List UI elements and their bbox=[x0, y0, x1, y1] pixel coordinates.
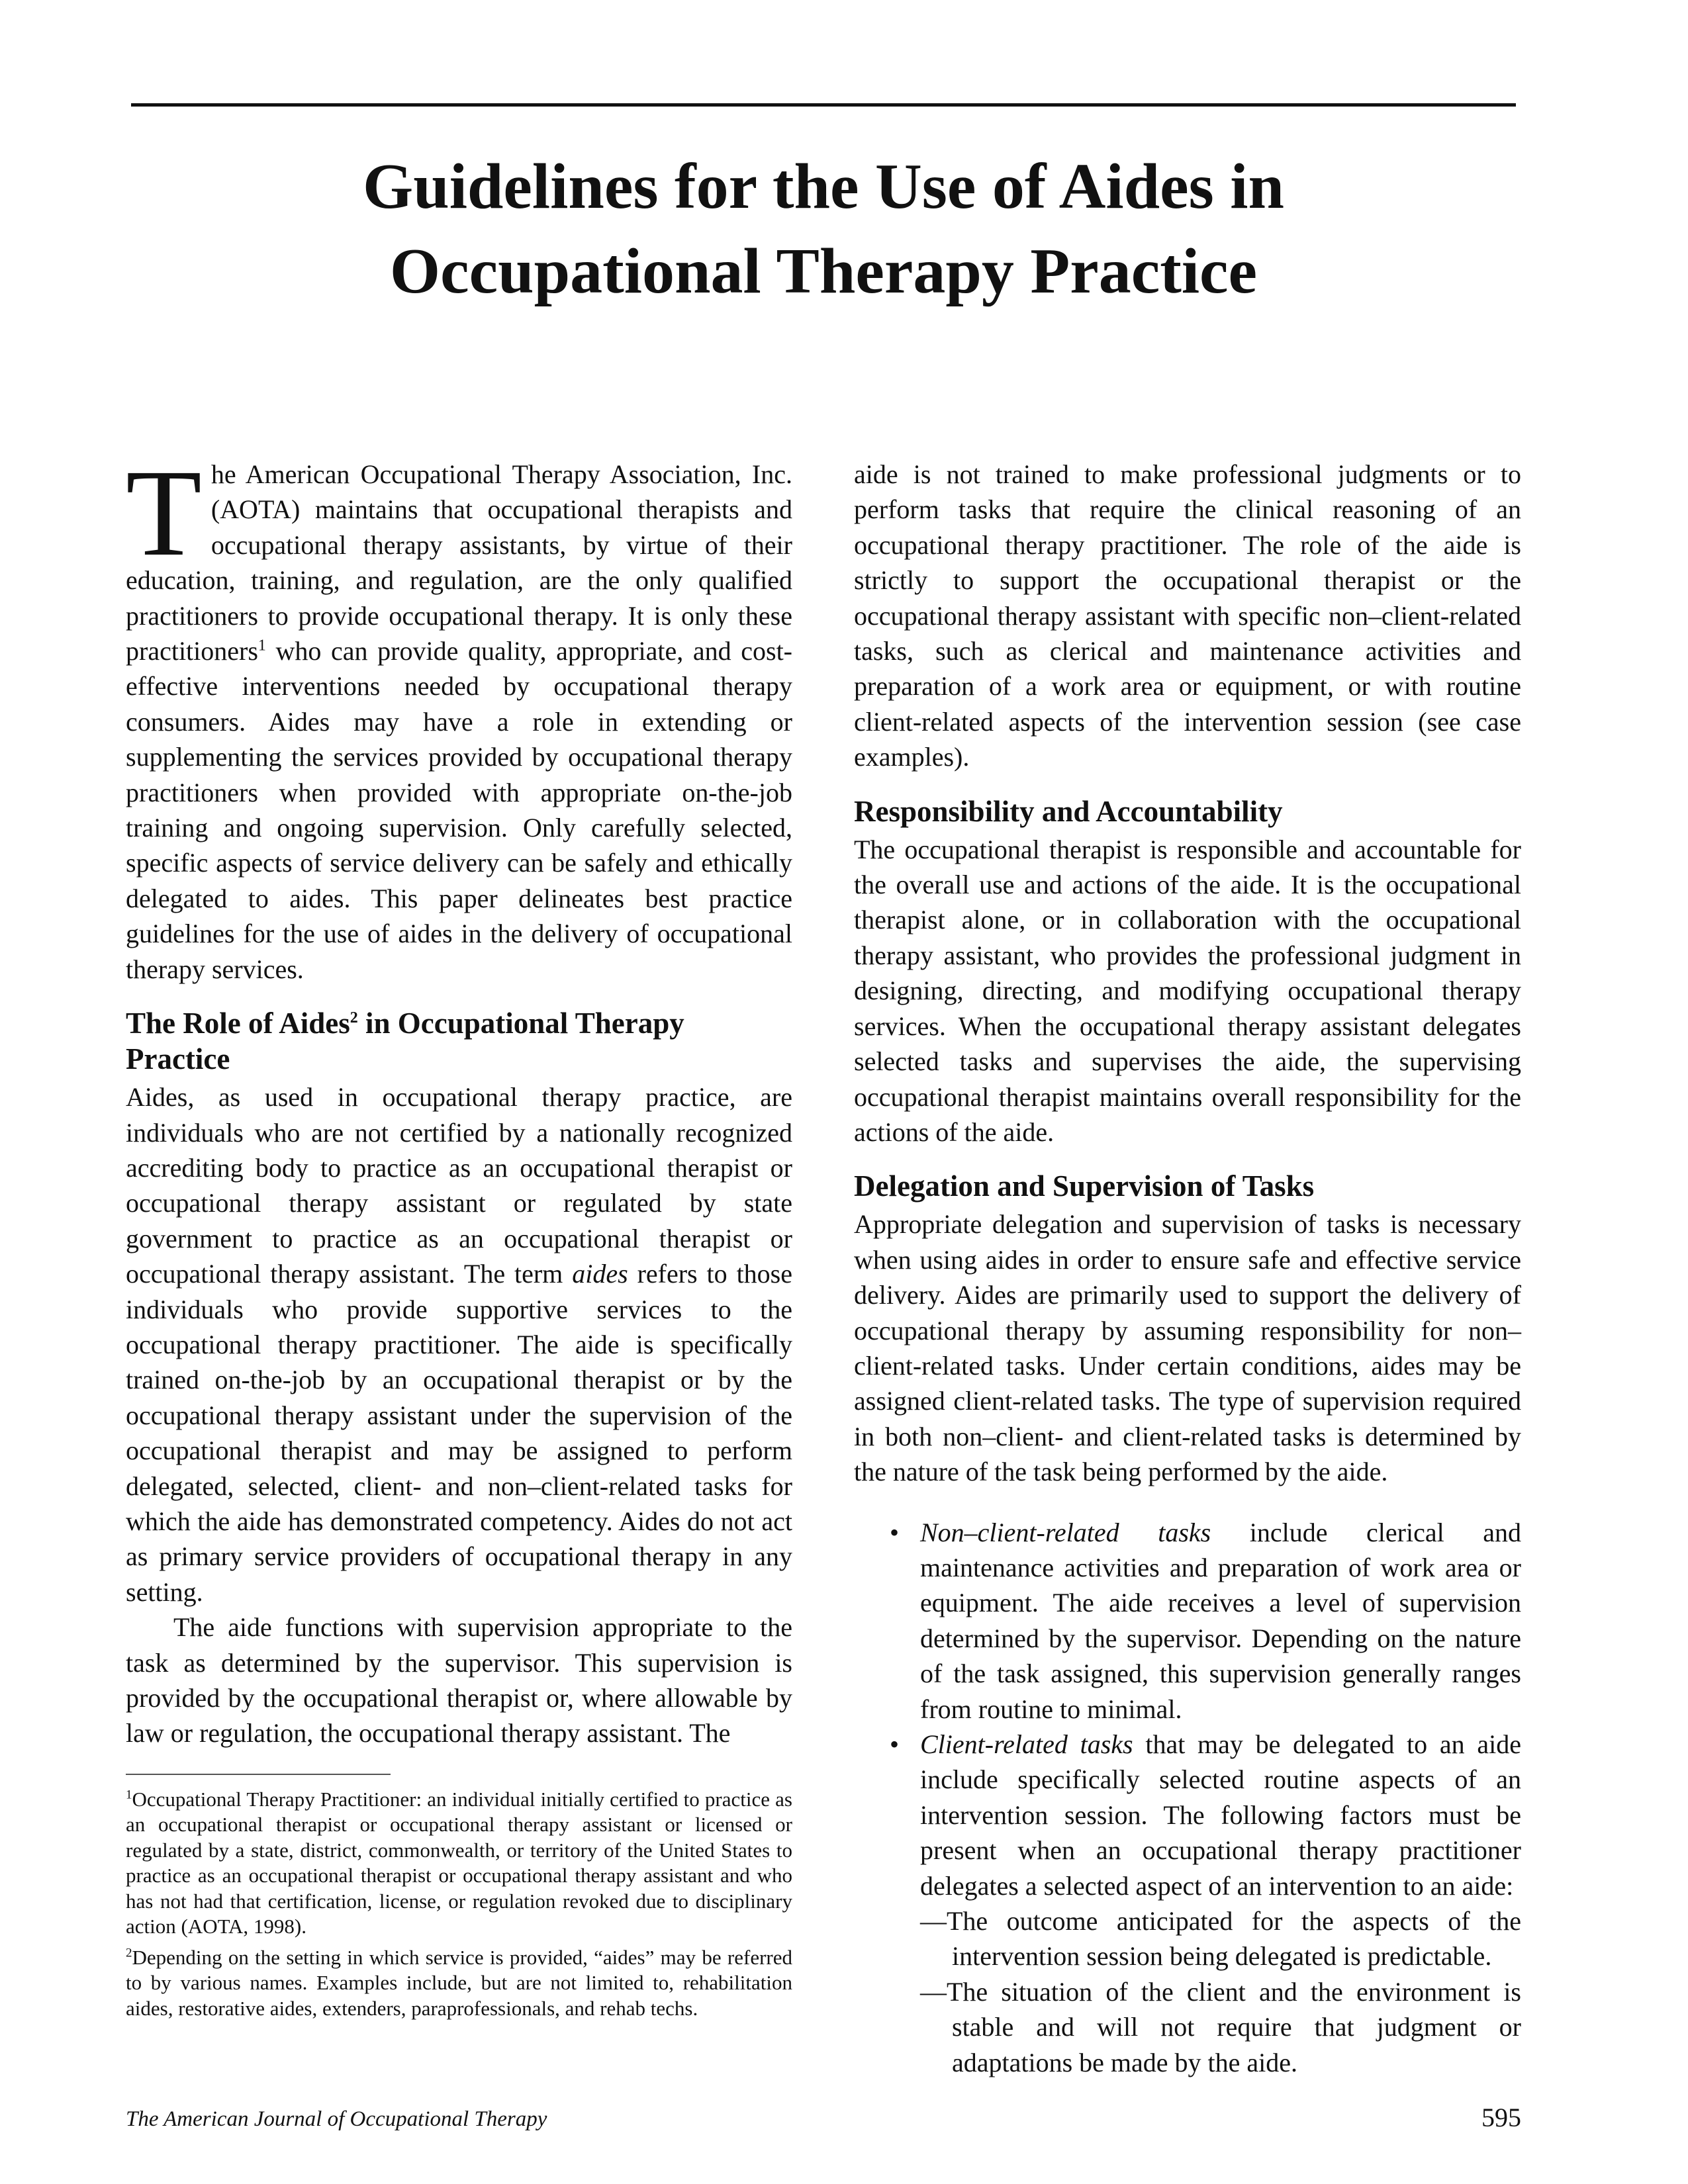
bullet-1-text: include clerical and maintenance activities and preparation of work area or equipment. The aide receives a level of supervision determined by the supervisor. Depending on the nature of the task assigned, this supervision generally ranges from routine to minimal. bbox=[920, 1517, 1521, 1724]
role-p1-emphasis: aides bbox=[572, 1259, 628, 1289]
footer-journal-name: The American Journal of Occupational Therapy bbox=[126, 2107, 547, 2131]
footnote-1-text: Occupational Therapy Practitioner: an individual initially certified to practice as an occupational therapist or occupational therapy assistant or licensed or regulated by a state, district, commonwealth, or territory of the United States to practice as an occupational therapist or occupational therapy assistant and who has not had that certification, license, or regulation revoked due to disciplinary action (AOTA, 1998). bbox=[126, 1787, 792, 1938]
dash-item-situation: —The situation of the client and the environment is stable and will not require that judgment or adaptations be made by the aide. bbox=[920, 1976, 1521, 2077]
footnote-1 bbox=[126, 1787, 792, 1940]
continuation-paragraph: aide is not trained to make professional judgments or to perform tasks that require the clinical reasoning of an occupational therapy practitioner. The role of the aide is strictly to support the occupational therapist or the occupational therapy assistant with specific non–client-related tasks, such as clerical and maintenance activities and preparation of a work area or equipment, or with routine client-related aspects of the intervention session (see case examples). bbox=[854, 459, 1521, 772]
bullet-1-emphasis: Non–client-related tasks bbox=[920, 1517, 1211, 1547]
delegation-paragraph: Appropriate delegation and supervision of tasks is necessary when using aides in order to ensure safe and effective service delivery. Aides are primarily used to support the delivery of occupational therapy by assuming responsibility for non–client-related tasks. Under certain conditions, aides may be assigned client-related tasks. The type of supervision required in both non–client- and client-related tasks is determined by the nature of the task being performed by the aide. bbox=[854, 1209, 1521, 1487]
intro-text-2: who can provide quality, appropriate, and cost-effective interventions needed by occupational therapy consumers. Aides may have a role in extending or supplementing the services provided by occupational therapy practitioners when provided with appropriate on-the-job training and ongoing supervision. Only carefully selected, specific aspects of service delivery can be safely and ethically delegated to aides. This paper delineates best practice guidelines for the use of aides in the delivery of occupational therapy services. bbox=[126, 636, 792, 984]
footnote-2-marker: 2 bbox=[126, 1946, 132, 1960]
top-rule bbox=[131, 103, 1516, 107]
footnote-ref-1: 1 bbox=[258, 637, 266, 655]
role-paragraph-2: The aide functions with supervision appropriate to the task as determined by the supervisor. This supervision is provided by the occupational therapist or, where allowable by law or regulation, the occupational therapy assistant. The bbox=[126, 1612, 792, 1749]
drop-cap: T bbox=[126, 443, 202, 582]
role-heading bbox=[126, 1005, 792, 1077]
factor-dash-list bbox=[920, 1903, 1521, 2080]
intro-text-1: he American Occupational Therapy Association, Inc. (AOTA) maintains that occupational therapists and occupational therapy assistants, by virtue of their education, training, and regulation, are the only qualified practitioners to provide occupational therapy. It is only these practitioners bbox=[126, 459, 792, 666]
responsibility-heading: Responsibility and Accountability bbox=[854, 794, 1283, 828]
bullet-non-client-tasks bbox=[920, 1515, 1521, 1727]
bullet-2-emphasis: Client-related tasks bbox=[920, 1729, 1133, 1759]
footnote-2-text: Depending on the setting in which service is provided, “aides” may be referred to by various names. Examples include, but are not limited to, rehabilitation aides, restorative aides, extenders, paraprofessionals, and rehab techs. bbox=[126, 1945, 792, 2020]
intro-paragraph bbox=[126, 443, 792, 987]
role-p1-text-1: Aides, as used in occupational therapy practice, are individuals who are not certified by a nationally recognized accrediting body to practice as an occupational therapist or occupational therapy assistant or regulated by state government to practice as an occupational therapist or occupational therapy assistant. The term bbox=[126, 1082, 792, 1289]
role-paragraph-1 bbox=[126, 1079, 792, 1610]
bullet-client-tasks bbox=[920, 1727, 1521, 2080]
right-column bbox=[854, 457, 1521, 2080]
title-line-2: Occupational Therapy Practice bbox=[389, 236, 1258, 307]
delegation-heading: Delegation and Supervision of Tasks bbox=[854, 1169, 1315, 1203]
left-column bbox=[126, 443, 792, 2026]
page-title bbox=[131, 144, 1516, 314]
footnote-rule bbox=[126, 1774, 391, 1775]
bullet-2-text: that may be delegated to an aide include specifically selected routine aspects of an intervention session. The following factors must be present when an occupational therapy practitioner delegates a selected aspect of an intervention to an aide: bbox=[920, 1729, 1521, 1901]
role-heading-text-1: The Role of Aides bbox=[126, 1007, 350, 1040]
task-bullet-list bbox=[854, 1515, 1521, 2081]
responsibility-paragraph: The occupational therapist is responsible and accountable for the overall use and actions of the aide. It is the occupational therapist alone, or in collaboration with the occupational therapy assistant, who provides the professional judgment in designing, directing, and modifying occupational therapy services. When the occupational therapy assistant delegates selected tasks and supervises the aide, the supervising occupational therapist maintains overall responsibility for the actions of the aide. bbox=[854, 834, 1521, 1147]
footnote-ref-2: 2 bbox=[350, 1009, 358, 1027]
role-p1-text-2: refers to those individuals who provide supportive services to the occupational therapy practitioner. The aide is specifically trained on-the-job by an occupational therapist or by the occupational therapy assistant under the supervision of the occupational therapist and may be assigned to perform delegated, selected, client- and non–client-related tasks for which the aide has demonstrated competency. Aides do not act as primary service providers of occupational therapy in any setting. bbox=[126, 1259, 792, 1607]
footnote-2 bbox=[126, 1945, 792, 2022]
title-line-1: Guidelines for the Use of Aides in bbox=[362, 151, 1285, 222]
dash-item-outcome: —The outcome anticipated for the aspects of the intervention session being delegated is predictable. bbox=[920, 1906, 1521, 1972]
page-number: 595 bbox=[1481, 2103, 1521, 2132]
footnote-1-marker: 1 bbox=[126, 1788, 132, 1802]
role-heading-text-2: in Occupational Therapy Practice bbox=[126, 1007, 684, 1076]
